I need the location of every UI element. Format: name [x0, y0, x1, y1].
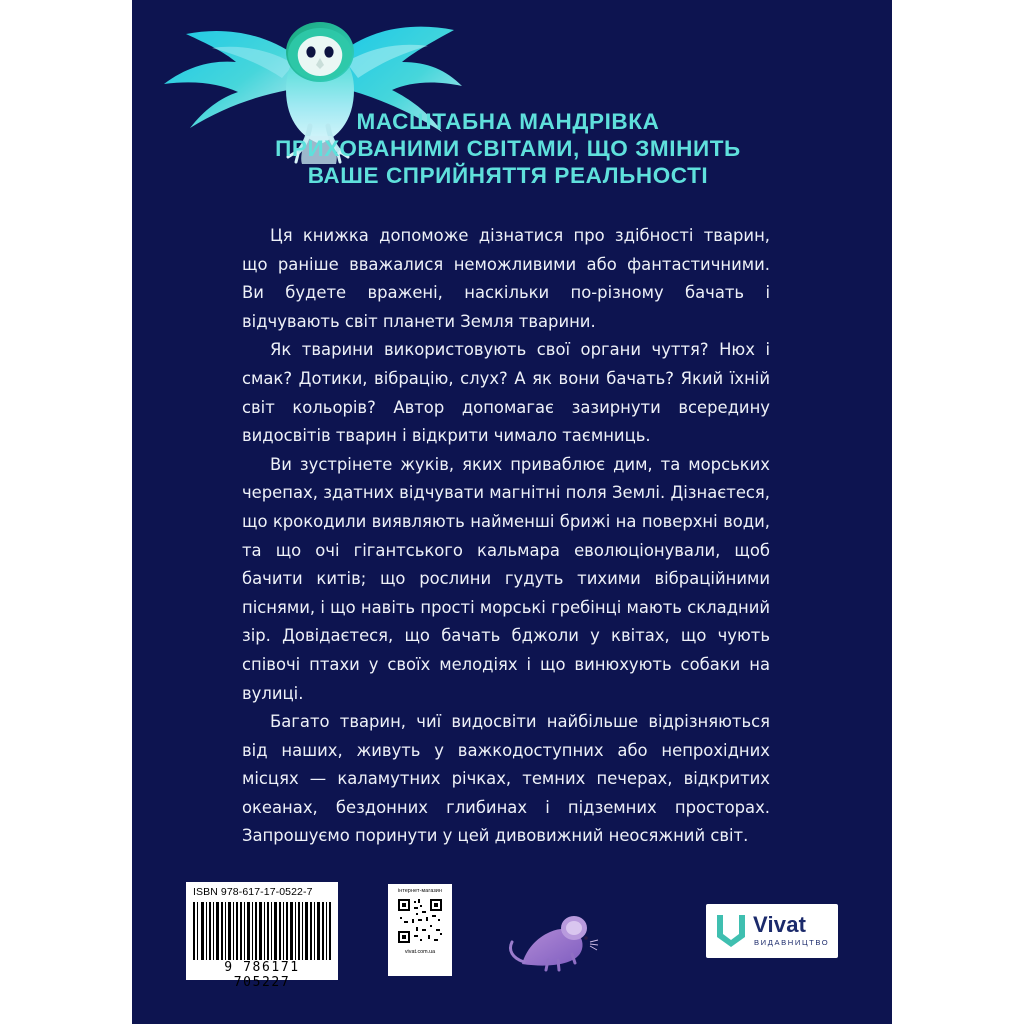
isbn-label: ISBN 978-617-17-0522-7	[193, 886, 313, 898]
qr-url-label: vivat.com.ua	[404, 949, 436, 955]
cover-blurb	[242, 222, 770, 851]
barcode-digits: 9 786171 705227	[224, 960, 300, 990]
vivat-v-icon	[715, 913, 747, 947]
blurb-paragraph-4: Багато тварин, чиї видосвіти найбільше відрізняються від наших, живуть у важкодоступних або непрохідних місцях — каламутних річках, темних печерах, відкритих океанах, бездонних глибинах і підземних просторах. Запрошуємо поринути у цей дивовижний неосяжний світ.	[242, 712, 770, 846]
headline-line-3: ВАШЕ СПРИЙНЯТТЯ РЕАЛЬНОСТІ	[307, 163, 709, 188]
isbn-barcode-block	[186, 882, 338, 990]
cover-panel	[132, 0, 892, 1024]
cover-footer	[132, 872, 892, 1002]
headline-line-1: МАСШТАБНА МАНДРІВКА	[356, 109, 660, 134]
qr-code-block[interactable]	[388, 884, 452, 976]
qr-code[interactable]	[396, 897, 444, 945]
blurb-paragraph-3: Ви зустрінете жуків, яких приваблює дим, та морських черепах, здатних відчувати магнітні поля Землі. Дізнаєтеся, що крокодили виявляють найменші брижі на поверхні води, та що очі гігантського кальмара еволюціонували, щоб бачити китів; що рослини гудуть тихими вібраційними піснями, і що навіть прості морські гребінці мають складний зір. Довідаєтеся, що бачать бджоли у квітах, що чують співочі птахи у своїх мелодіях і що винюхують собаки на вулиці.	[242, 454, 770, 703]
headline-line-2: ПРИХОВАНИМИ СВІТАМИ, ЩО ЗМІНИТЬ	[275, 136, 741, 161]
publisher-logo	[706, 904, 838, 958]
mouse-illustration	[502, 894, 612, 974]
barcode	[193, 902, 331, 960]
cover-headline	[238, 108, 778, 189]
blurb-paragraph-1: Ця книжка допоможе дізнатися про здібності тварин, що раніше вважалися неможливими або фантастичними. Ви будете вражені, наскільки по-різному бачать і відчувають світ планети Земля тварини.	[242, 226, 770, 331]
publisher-name: Vivat	[753, 912, 807, 937]
qr-title: інтернет-магазин	[397, 888, 443, 894]
blurb-paragraph-2: Як тварини використовують свої органи чуття? Нюх і смак? Дотики, вібрацію, слух? А як вони бачать? Який їхній світ кольорів? Автор допомагає зазирнути всередину видосвітів тварин і відкрити чимало таємниць.	[242, 340, 770, 446]
publisher-subtitle: ВИДАВНИЦТВО	[754, 938, 830, 947]
